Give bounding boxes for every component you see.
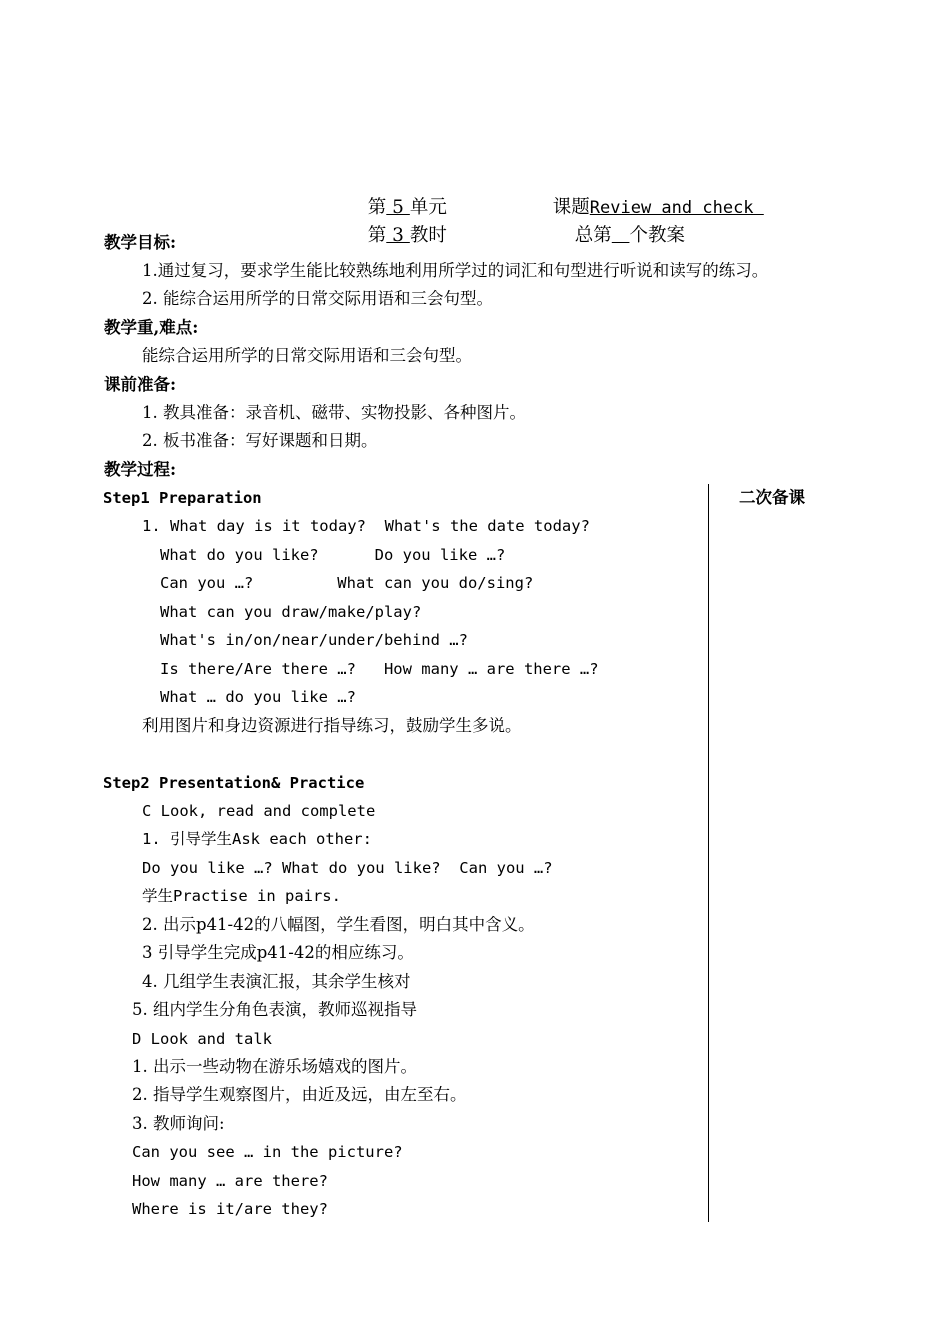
total-suffix: 个教案 bbox=[629, 225, 685, 246]
unit-suffix: 单元 bbox=[409, 197, 447, 218]
objectives-heading: 教学目标: bbox=[104, 233, 177, 252]
section-c-title: C Look, read and complete bbox=[142, 802, 376, 820]
total-prefix: 总第 bbox=[574, 225, 612, 246]
key-points-heading: 教学重,难点: bbox=[104, 318, 199, 337]
preparation-heading: 课前准备: bbox=[104, 375, 177, 394]
total-blank bbox=[612, 225, 630, 246]
step1-line: Is there/Are there …? How many … are there …? bbox=[160, 660, 599, 678]
section-d-line: 2. 指导学生观察图片，由近及远，由左至右。 bbox=[132, 1085, 467, 1104]
unit-number: 5 bbox=[386, 197, 410, 218]
lesson-heading bbox=[356, 203, 447, 247]
section-c-line: 5. 组内学生分角色表演，教师巡视指导 bbox=[132, 1000, 417, 1019]
side-note-label: 二次备课 bbox=[739, 488, 805, 507]
section-c-line: 1. 引导学生Ask each other: bbox=[142, 830, 372, 848]
section-d-line: How many … are there? bbox=[132, 1172, 328, 1190]
topic-label: 课题 bbox=[552, 197, 590, 218]
unit-prefix: 第 bbox=[367, 197, 387, 218]
section-d-line: Can you see … in the picture? bbox=[132, 1143, 403, 1161]
section-d-title: D Look and talk bbox=[132, 1030, 272, 1048]
topic-value: Review and check bbox=[589, 198, 764, 218]
process-heading: 教学过程: bbox=[104, 460, 177, 479]
objective-item: 2. 能综合运用所学的日常交际用语和三会句型。 bbox=[142, 289, 493, 308]
preparation-item: 2. 板书准备：写好课题和日期。 bbox=[142, 431, 378, 450]
step1-line: What … do you like …? bbox=[160, 688, 356, 706]
column-divider bbox=[708, 484, 709, 1222]
step1-line: What can you draw/make/play? bbox=[160, 603, 422, 621]
section-c-line: 学生Practise in pairs. bbox=[142, 887, 341, 905]
section-d-line: Where is it/are they? bbox=[132, 1200, 328, 1218]
section-d-line: 3. 教师询问: bbox=[132, 1114, 225, 1133]
preparation-item: 1. 教具准备：录音机、磁带、实物投影、各种图片。 bbox=[142, 403, 526, 422]
step1-heading: Step1 Preparation bbox=[103, 489, 262, 507]
section-c-line: 4. 几组学生表演汇报，其余学生核对 bbox=[142, 972, 411, 991]
objective-item: 1.通过复习，要求学生能比较熟练地利用所学过的词汇和句型进行听说和读写的练习。 bbox=[142, 261, 769, 280]
total-heading bbox=[563, 203, 685, 247]
section-c-line: 3 引导学生完成p41-42的相应练习。 bbox=[142, 943, 414, 962]
step1-note: 利用图片和身边资源进行指导练习，鼓励学生多说。 bbox=[142, 716, 522, 735]
step1-line: Can you …? What can you do/sing? bbox=[160, 574, 534, 592]
step1-line: 1. What day is it today? What's the date today? bbox=[142, 517, 590, 535]
lesson-number: 3 bbox=[386, 225, 410, 246]
key-points-text: 能综合运用所学的日常交际用语和三会句型。 bbox=[142, 346, 472, 365]
section-c-line: 2. 出示p41-42的八幅图，学生看图，明白其中含义。 bbox=[142, 915, 535, 934]
section-c-line: Do you like …? What do you like? Can you …? bbox=[142, 859, 553, 877]
step2-heading: Step2 Presentation& Practice bbox=[103, 774, 365, 792]
section-d-line: 1. 出示一些动物在游乐场嬉戏的图片。 bbox=[132, 1057, 417, 1076]
step1-line: What do you like? Do you like …? bbox=[160, 546, 506, 564]
lesson-prefix: 第 bbox=[367, 225, 387, 246]
lesson-suffix: 教时 bbox=[409, 225, 447, 246]
step1-line: What's in/on/near/under/behind …? bbox=[160, 631, 468, 649]
